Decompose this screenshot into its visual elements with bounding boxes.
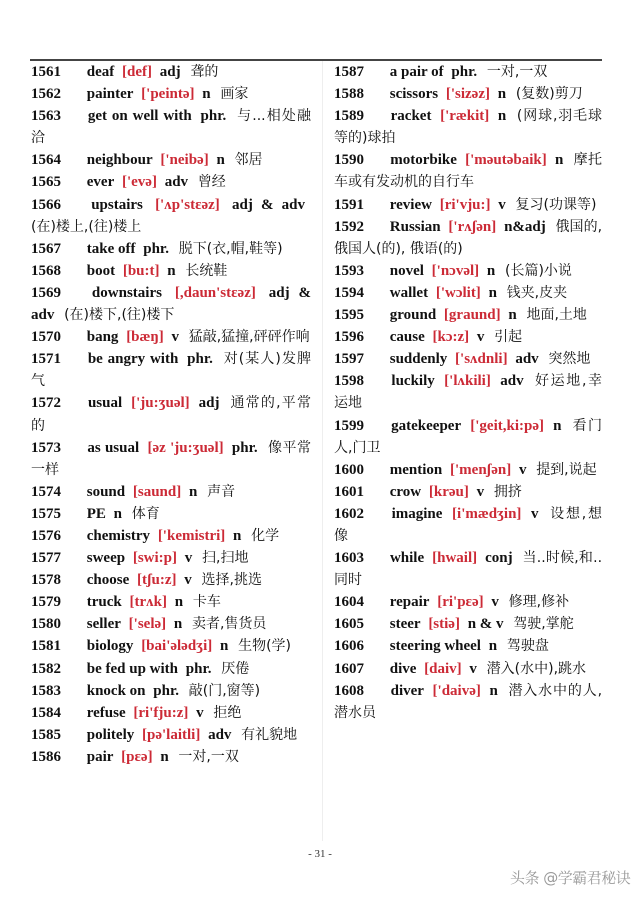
entry-part-of-speech: n [188,483,198,500]
entry-meaning: 卡车 [192,594,221,611]
entry-number: 1595 [334,307,364,324]
entry-phonetic: ['geit,ki:pə] [470,417,544,434]
entry-meaning: 潜入(水中),跳水 [486,660,587,677]
entry-meaning: 厌倦 [221,660,250,677]
entry-meaning: 好运地,幸运地 [334,373,603,412]
entry-number: 1562 [31,86,61,103]
watermark-logo: 头条 @学霸君秘诀 [510,869,631,887]
entry-number: 1567 [31,240,61,257]
vocab-entry [31,83,311,105]
entry-word: pair [86,748,114,765]
entry-phonetic: ['sizəz] [445,86,490,103]
entry-phonetic: [bai'ələdʒi] [141,638,213,655]
entry-part-of-speech: v [476,329,485,346]
entry-meaning: 扫,扫地 [202,550,249,567]
entry-phonetic: [hwail] [432,550,478,567]
entry-word: chemistry [86,527,151,544]
entry-number: 1573 [31,439,61,456]
vocab-entry [31,238,311,260]
entry-part-of-speech: v [531,505,539,522]
entry-part-of-speech: n [486,262,496,279]
entry-meaning: 引起 [494,329,523,346]
entry-meaning: 脱下(衣,帽,鞋等) [178,240,283,257]
entry-number: 1592 [334,218,364,235]
vocab-entry [334,658,602,680]
entry-number: 1588 [334,86,364,103]
entry-phonetic: ['neibə] [160,152,209,169]
entry-word: motorbike [390,152,457,169]
entry-part-of-speech: n [497,86,507,103]
entry-meaning: 当..时候,和..同时 [334,550,603,589]
entry-part-of-speech: n [219,638,229,655]
vocab-entry [31,171,311,193]
entry-word: downstairs [91,284,162,301]
entry-part-of-speech: v [171,329,179,346]
entry-number: 1561 [31,64,61,80]
entry-meaning: 看门人,门卫 [334,417,602,456]
vocab-entry [31,635,311,657]
entry-word: review [389,196,432,213]
entry-phonetic: ['wɔlit] [435,284,481,301]
entry-meaning: 提到,说起 [536,461,597,478]
entry-phonetic: ['ju:ʒuəl] [131,395,190,412]
entry-part-of-speech: adj [159,64,181,80]
entry-meaning: 选择,挑选 [201,572,262,589]
entry-meaning: (网球,羽毛球等的)球拍 [334,108,603,147]
entry-word: scissors [389,86,439,103]
column-divider [322,61,323,841]
entry-part-of-speech: phr. [153,682,179,699]
entry-phonetic: [swi:p] [132,550,177,567]
entry-number: 1565 [31,174,61,191]
entry-phonetic: [krəu] [428,483,469,500]
vocab-entry [334,348,602,370]
vocab-entry [334,83,602,105]
entry-meaning: 一对,一双 [178,748,239,765]
entry-meaning: (在)楼下,(往)楼下 [64,307,175,324]
entry-meaning: 对(某人)发脾气 [31,351,312,390]
entry-number: 1576 [31,527,61,544]
entry-meaning: 卖者,售货员 [191,616,267,633]
entry-word: steer [389,616,421,633]
entry-part-of-speech: phr. [451,64,478,80]
entry-number: 1586 [31,748,61,765]
vocab-entry [31,569,311,591]
entry-word: ever [86,174,115,191]
vocab-entry [334,194,602,216]
vocab-entry [334,105,602,149]
entry-number: 1608 [334,682,364,699]
entry-meaning: 声音 [207,483,236,500]
entry-part-of-speech: phr. [143,240,169,257]
entry-part-of-speech: v [498,196,506,213]
entry-meaning: 画家 [220,86,249,103]
entry-phonetic: [,daun'stɛəz] [174,284,256,301]
entry-word: cause [389,329,425,346]
entry-meaning: 复习(功课等) [515,196,597,213]
entry-meaning: 像平常一样 [31,439,312,478]
entry-number: 1593 [334,262,364,279]
entry-number: 1587 [334,64,364,80]
entry-word: crow [389,483,422,500]
entry-word: wallet [389,284,429,301]
vocab-entry [334,613,602,635]
entry-meaning: 地面,土地 [526,307,587,324]
entry-meaning: 驾驶盘 [506,638,549,655]
entry-part-of-speech: v [518,461,527,478]
entry-phonetic: [tʃu:z] [137,572,177,589]
entry-word: steering wheel [389,638,481,655]
page-number: - 31 - [308,848,332,860]
entry-part-of-speech: n [488,284,497,301]
entry-number: 1564 [31,152,61,169]
entry-part-of-speech: phr. [200,108,227,125]
entry-word: as usual [87,439,140,456]
entry-part-of-speech: adv [208,726,232,743]
entry-word: repair [389,594,430,611]
entry-number: 1599 [334,417,364,434]
entry-meaning: 化学 [251,527,280,544]
entry-phonetic: [def] [122,64,152,80]
entry-part-of-speech: adj [198,395,220,412]
entry-meaning: 邻居 [234,152,263,169]
entry-number: 1574 [31,483,61,500]
entry-meaning: 修理,修补 [508,594,570,611]
vocab-entry [31,613,311,635]
right-column [334,61,602,724]
vocab-entry [31,591,311,613]
entry-word: sweep [86,550,126,567]
entry-word: knock on [86,682,146,699]
entry-part-of-speech: v [491,594,499,611]
entry-number: 1591 [334,196,364,213]
entry-meaning: 猛敲,猛撞,砰砰作响 [188,329,310,346]
vocab-entry [334,304,602,326]
entry-word: neighbour [86,152,153,169]
entry-number: 1606 [334,638,364,655]
entry-word: diver [390,682,424,699]
entry-meaning: 俄国的,俄国人(的), 俄语(的) [334,218,603,257]
entry-part-of-speech: adv [164,174,189,191]
entry-part-of-speech: conj [485,550,513,567]
entry-number: 1603 [334,550,364,567]
entry-phonetic: [kɔ:z] [432,329,470,346]
entry-part-of-speech: v [184,550,193,567]
entry-part-of-speech: n [160,748,169,765]
vocab-entry [334,481,602,503]
left-column [31,61,311,768]
vocab-entry [31,525,311,547]
entry-word: racket [390,108,432,125]
entry-word: be fed up with [86,660,179,677]
entry-meaning: 拒绝 [213,704,242,721]
entry-number: 1585 [31,726,61,743]
entry-number: 1600 [334,461,364,478]
vocab-entry [334,415,602,459]
entry-phonetic: [stiə] [428,616,460,633]
entry-number: 1597 [334,351,364,368]
entry-number: 1581 [31,638,61,655]
vocab-entry [31,392,311,436]
entry-meaning: (复数)剪刀 [515,86,583,103]
entry-part-of-speech: n [173,616,183,633]
entry-part-of-speech: v [469,660,477,677]
vocab-entry [334,61,602,83]
entry-meaning: 聋的 [190,64,219,80]
entry-number: 1577 [31,550,61,567]
entry-number: 1598 [334,373,364,390]
entry-word: choose [86,572,130,589]
entry-phonetic: ['selə] [128,616,167,633]
entry-meaning: 曾经 [197,174,226,191]
entry-number: 1607 [334,660,364,677]
entry-part-of-speech: n [167,262,176,279]
entry-word: while [389,550,425,567]
entry-word: Russian [389,218,441,235]
entry-part-of-speech: adj & adv [231,196,306,213]
entry-part-of-speech: n [216,152,225,169]
entry-number: 1571 [31,351,61,368]
entry-phonetic: [ri'vju:] [439,196,491,213]
entry-word: imagine [391,505,443,522]
vocab-entry [334,326,602,348]
entry-part-of-speech: phr. [187,351,213,368]
entry-phonetic: ['lʌkili] [444,373,491,390]
entry-word: boot [86,262,116,279]
vocab-entry [31,481,311,503]
entry-word: refuse [86,704,126,721]
entry-part-of-speech: adv [515,351,539,368]
entry-number: 1580 [31,616,61,633]
entry-number: 1572 [31,395,61,412]
entry-meaning: 钱夹,皮夹 [506,284,568,301]
entry-part-of-speech: adv [500,373,524,390]
entry-word: usual [87,395,123,412]
entry-number: 1578 [31,572,61,589]
entry-part-of-speech: n&adj [504,218,546,235]
entry-word: seller [86,616,121,633]
vocab-entry [334,547,602,591]
entry-number: 1569 [31,284,61,301]
entry-phonetic: ['nɔvəl] [431,262,480,279]
entry-part-of-speech: n [174,594,184,611]
entry-number: 1575 [31,505,61,522]
entry-meaning: 拥挤 [493,483,522,500]
entry-word: a pair of [389,64,444,80]
entry-meaning: 摩托车或有发动机的自行车 [334,152,603,191]
entry-phonetic: ['rækit] [440,108,490,125]
entry-word: ground [389,307,437,324]
entry-word: gatekeeper [391,417,462,434]
vocab-entry [334,149,602,193]
entry-phonetic: [bæŋ] [126,329,164,346]
vocab-entry [31,437,311,481]
entry-meaning: 生物(学) [238,638,292,655]
entry-meaning: (长篇)小说 [505,262,572,279]
entry-part-of-speech: phr. [185,660,212,677]
entry-number: 1602 [334,505,364,522]
vocab-entry [334,503,602,547]
entry-number: 1566 [31,196,61,213]
entry-number: 1590 [334,152,364,169]
entry-meaning: 一对,一双 [486,64,548,80]
entry-word: be angry with [87,351,179,368]
vocab-entry [31,547,311,569]
vocab-entry [31,282,311,326]
vocab-entry [334,370,602,414]
entry-meaning: 突然地 [548,351,591,368]
vocab-entry [31,746,311,768]
entry-part-of-speech: phr. [231,439,258,456]
entry-word: politely [86,726,135,743]
vocab-entry [334,459,602,481]
entry-phonetic: [i'mædʒin] [452,505,522,522]
entry-meaning: 与...相处融洽 [31,108,311,147]
entry-number: 1568 [31,262,61,279]
vocab-entry [334,282,602,304]
entry-phonetic: ['rʌʃən] [448,218,497,235]
entry-word: dive [389,660,417,677]
vocab-entry [31,348,311,392]
entry-part-of-speech: n [233,527,242,544]
vocab-entry [31,194,311,238]
entry-number: 1570 [31,329,61,346]
vocab-entry [334,216,602,260]
vocab-entry [31,702,311,724]
entry-part-of-speech: n [113,505,123,522]
vocab-entry [334,635,602,657]
entry-phonetic: [bu:t] [122,262,160,279]
vocab-entry [31,680,311,702]
entry-part-of-speech: n [553,417,562,434]
entry-meaning: 长统鞋 [185,262,228,279]
entry-word: painter [86,86,134,103]
entry-word: biology [86,638,134,655]
entry-part-of-speech: v [184,572,192,589]
entry-meaning: 敲(门,窗等) [188,682,261,699]
entry-number: 1604 [334,594,364,611]
entry-part-of-speech: n [488,638,498,655]
entry-number: 1596 [334,329,364,346]
entry-phonetic: ['daivə] [432,682,481,699]
entry-part-of-speech: n [489,682,498,699]
entry-number: 1582 [31,660,61,677]
vocab-entry [334,680,602,724]
entry-phonetic: [ri'pɛə] [437,594,484,611]
vocab-entry [31,149,311,171]
vocab-entry [31,260,311,282]
entry-word: deaf [86,64,115,80]
entry-meaning: 体育 [131,505,160,522]
entry-phonetic: [daiv] [424,660,462,677]
entry-part-of-speech: v [476,483,485,500]
vocab-entry [31,61,311,83]
vocab-entry [31,724,311,746]
vocab-entry [334,260,602,282]
entry-word: novel [389,262,424,279]
entry-part-of-speech: v [196,704,204,721]
entry-phonetic: [pə'laitli] [142,726,201,743]
vocab-entry [334,591,602,613]
vocab-entry [31,658,311,680]
entry-number: 1584 [31,704,61,721]
entry-part-of-speech: n [555,152,564,169]
entry-part-of-speech: n [508,307,517,324]
entry-part-of-speech: adj & adv [31,284,312,324]
entry-phonetic: [əz 'ju:ʒuəl] [147,439,224,456]
entry-part-of-speech: n [497,108,507,125]
entry-meaning: 驾驶,掌舵 [513,616,574,633]
entry-meaning: (在)楼上,(往)楼上 [31,218,142,235]
entry-word: take off [86,240,136,257]
entry-part-of-speech: n [202,86,211,103]
entry-phonetic: ['ʌp'stɛəz] [155,196,220,213]
entry-phonetic: [ri'fju:z] [133,704,189,721]
entry-meaning: 潜入水中的人,潜水员 [334,682,603,721]
entry-phonetic: [trʌk] [129,594,167,611]
entry-phonetic: ['peintə] [141,86,195,103]
entry-word: mention [389,461,443,478]
entry-word: luckily [391,373,435,390]
entry-word: get on well with [87,108,192,125]
entry-number: 1583 [31,682,61,699]
entry-number: 1563 [31,108,61,125]
vocab-entry [31,326,311,348]
entry-word: sound [86,483,126,500]
entry-phonetic: [pɛə] [121,748,153,765]
entry-phonetic: ['məutəbaik] [465,152,547,169]
entry-phonetic: [saund] [132,483,182,500]
vocab-entry [31,105,311,149]
entry-number: 1601 [334,483,364,500]
entry-number: 1594 [334,284,364,301]
entry-number: 1589 [334,108,364,125]
entry-word: bang [86,329,119,346]
entry-phonetic: [graund] [443,307,501,324]
entry-phonetic: ['evə] [121,174,157,191]
vocab-entry [31,503,311,525]
entry-word: upstairs [91,196,143,213]
entry-meaning: 有礼貌地 [241,726,298,743]
entry-phonetic: ['kemistri] [157,527,226,544]
entry-word: PE [86,505,106,522]
entry-word: suddenly [389,351,448,368]
entry-number: 1605 [334,616,364,633]
entry-phonetic: ['sʌdnli] [455,351,508,368]
entry-part-of-speech: n & v [467,616,504,633]
entry-word: truck [86,594,122,611]
entry-meaning: 通常的,平常的 [31,395,312,434]
entry-phonetic: ['menʃən] [450,461,512,478]
entry-number: 1579 [31,594,61,611]
entry-meaning: 设想,想像 [334,505,603,544]
